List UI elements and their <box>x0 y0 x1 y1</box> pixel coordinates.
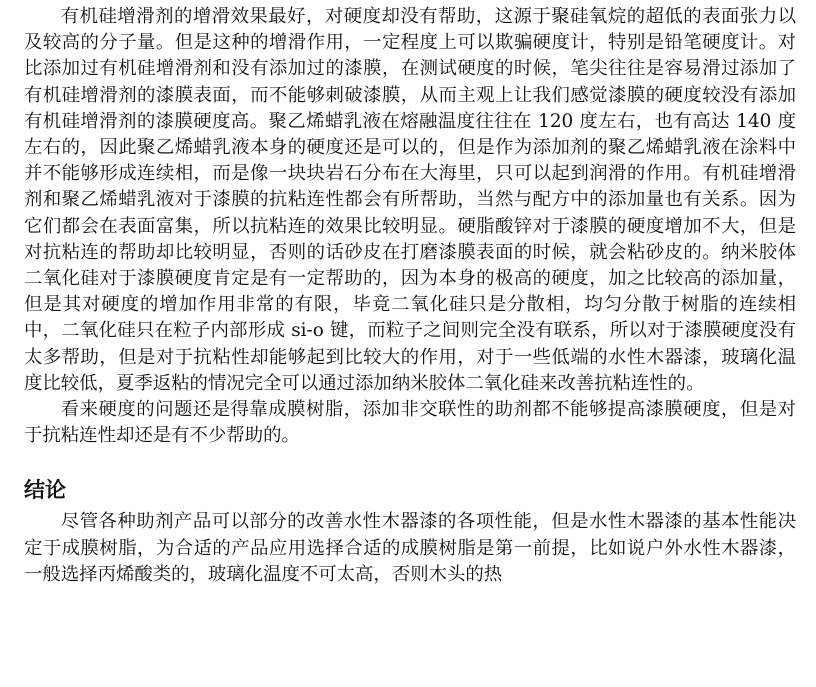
conclusion-paragraph: 尽管各种助剂产品可以部分的改善水性木器漆的各项性能，但是水性木器漆的基本性能决定于成膜树脂，为合适的产品应用选择合适的成膜树脂是第一前提，比如说户外水性木器漆，一般选择丙烯酸类的，玻璃化温度不可太高，否则木头的热 <box>24 511 796 585</box>
document-page <box>24 0 796 588</box>
section-heading-conclusion: 结论 <box>24 478 66 503</box>
body-paragraph-hardness-summary: 看来硬度的问题还是得靠成膜树脂，添加非交联性的助剂都不能够提高漆膜硬度，但是对于抗粘连性却还是有不少帮助的。 <box>24 399 796 447</box>
body-paragraph-additives: 有机硅增滑剂的增滑效果最好，对硬度却没有帮助，这源于聚硅氧烷的超低的表面张力以及较高的分子量。但是这种的增滑作用，一定程度上可以欺骗硬度计，特别是铅笔硬度计。对比添加过有机硅增滑剂和没有添加过的漆膜，在测试硬度的时候，笔尖往往是容易滑过添加了有机硅增滑剂的漆膜表面，而不能够刺破漆膜，从而主观上让我们感觉漆膜的硬度较没有添加有机硅增滑剂的漆膜硬度高。聚乙烯蜡乳液在熔融温度往往在 120 度左右，也有高达 140 度左右的，因此聚乙烯蜡乳液本身的硬度还是可以的，但是作为添加剂的聚乙烯蜡乳液在涂料中并不能够形成连续相，而是像一块块岩石分布在大海里，只可以起到润滑的作用。有机硅增滑剂和聚乙烯蜡乳液对于漆膜的抗粘连性都会有所帮助，当然与配方中的添加量也有关系。因为它们都会在表面富集，所以抗粘连的效果比较明显。硬脂酸锌对于漆膜的硬度增加不大，但是对抗粘连的帮助却比较明显，否则的话砂皮在打磨漆膜表面的时候，就会粘砂皮的。纳米胶体二氧化硅对于漆膜硬度肯定是有一定帮助的，因为本身的极高的硬度，加之比较高的添加量，但是其对硬度的增加作用非常的有限，毕竟二氧化硅只是分散相，均匀分散于树脂的连续相中，二氧化硅只在粒子内部形成 si-o 键，而粒子之间则完全没有联系，所以对于漆膜硬度没有太多帮助，但是对于抗粘性却能够起到比较大的作用，对于一些低端的水性木器漆，玻璃化温度比较低，夏季返粘的情况完全可以通过添加纳米胶体二氧化硅来改善抗粘连性的。 <box>24 6 796 394</box>
